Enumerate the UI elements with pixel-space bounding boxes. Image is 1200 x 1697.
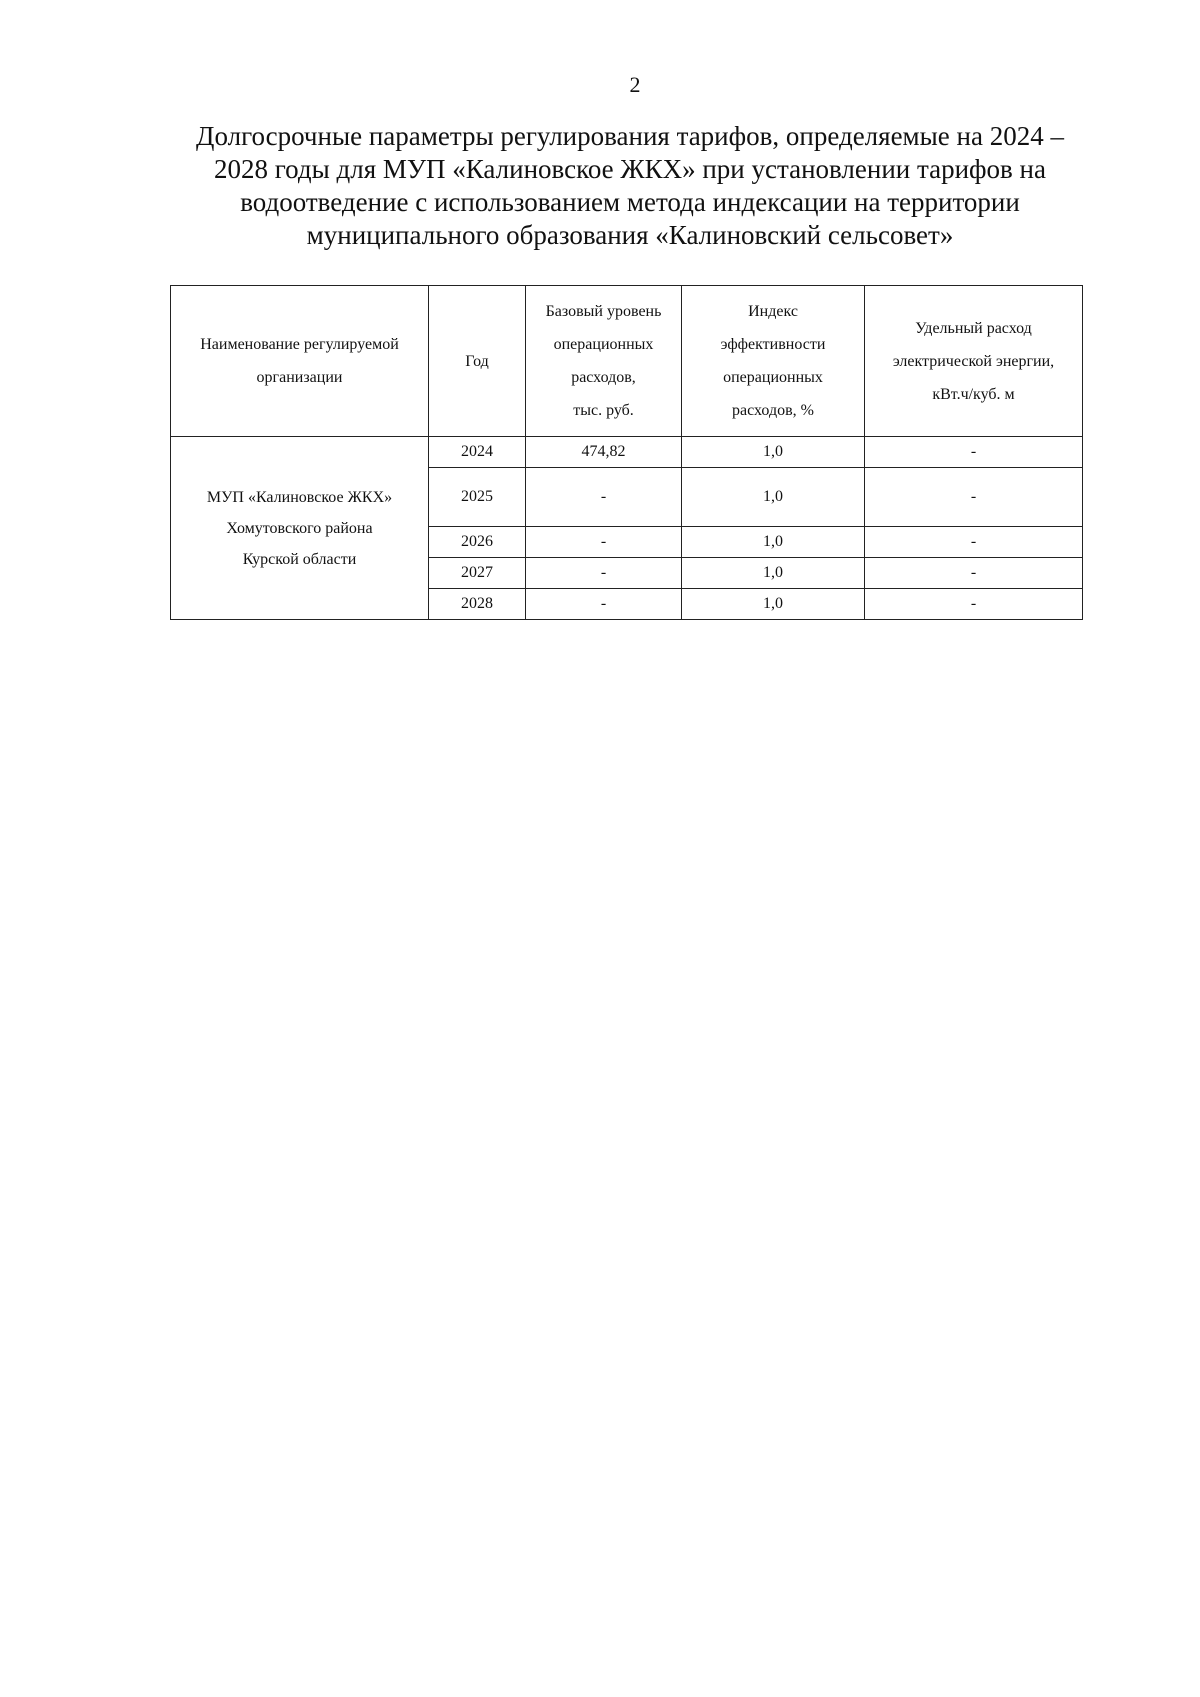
base-level-cell: 474,82 <box>526 437 682 468</box>
header-base-level: Базовый уровень операционных расходов, тыс. руб. <box>526 286 682 437</box>
year-cell: 2028 <box>429 589 526 620</box>
base-level-cell: - <box>526 589 682 620</box>
organization-cell: МУП «Калиновское ЖКХ» Хомутовского района Курской области <box>171 437 429 620</box>
header-row <box>171 286 1083 437</box>
year-cell: 2025 <box>429 468 526 527</box>
header-year: Год <box>429 286 526 437</box>
efficiency-index-cell: 1,0 <box>682 558 865 589</box>
header-energy-consumption: Удельный расход электрической энергии, кВт.ч/куб. м <box>865 286 1083 437</box>
title-line: 2028 годы для МУП «Калиновское ЖКХ» при установлении тарифов на <box>214 154 1046 184</box>
title-line: Долгосрочные параметры регулирования тарифов, определяемые на 2024 – <box>196 121 1064 151</box>
base-level-cell: - <box>526 468 682 527</box>
energy-cell: - <box>865 589 1083 620</box>
base-level-cell: - <box>526 558 682 589</box>
table-row <box>171 437 1083 468</box>
header-efficiency-index: Индекс эффективности операционных расходов, % <box>682 286 865 437</box>
efficiency-index-cell: 1,0 <box>682 437 865 468</box>
title-line: муниципального образования «Калиновский сельсовет» <box>306 220 954 250</box>
page-number: 2 <box>629 72 641 97</box>
efficiency-index-cell: 1,0 <box>682 589 865 620</box>
efficiency-index-cell: 1,0 <box>682 527 865 558</box>
energy-cell: - <box>865 527 1083 558</box>
document-title <box>170 120 1090 252</box>
year-cell: 2026 <box>429 527 526 558</box>
header-organization: Наименование регулируемой организации <box>171 286 429 437</box>
title-line: водоотведение с использованием метода индексации на территории <box>240 187 1020 217</box>
parameters-table <box>170 285 1083 620</box>
energy-cell: - <box>865 558 1083 589</box>
base-level-cell: - <box>526 527 682 558</box>
energy-cell: - <box>865 468 1083 527</box>
year-cell: 2027 <box>429 558 526 589</box>
efficiency-index-cell: 1,0 <box>682 468 865 527</box>
energy-cell: - <box>865 437 1083 468</box>
year-cell: 2024 <box>429 437 526 468</box>
